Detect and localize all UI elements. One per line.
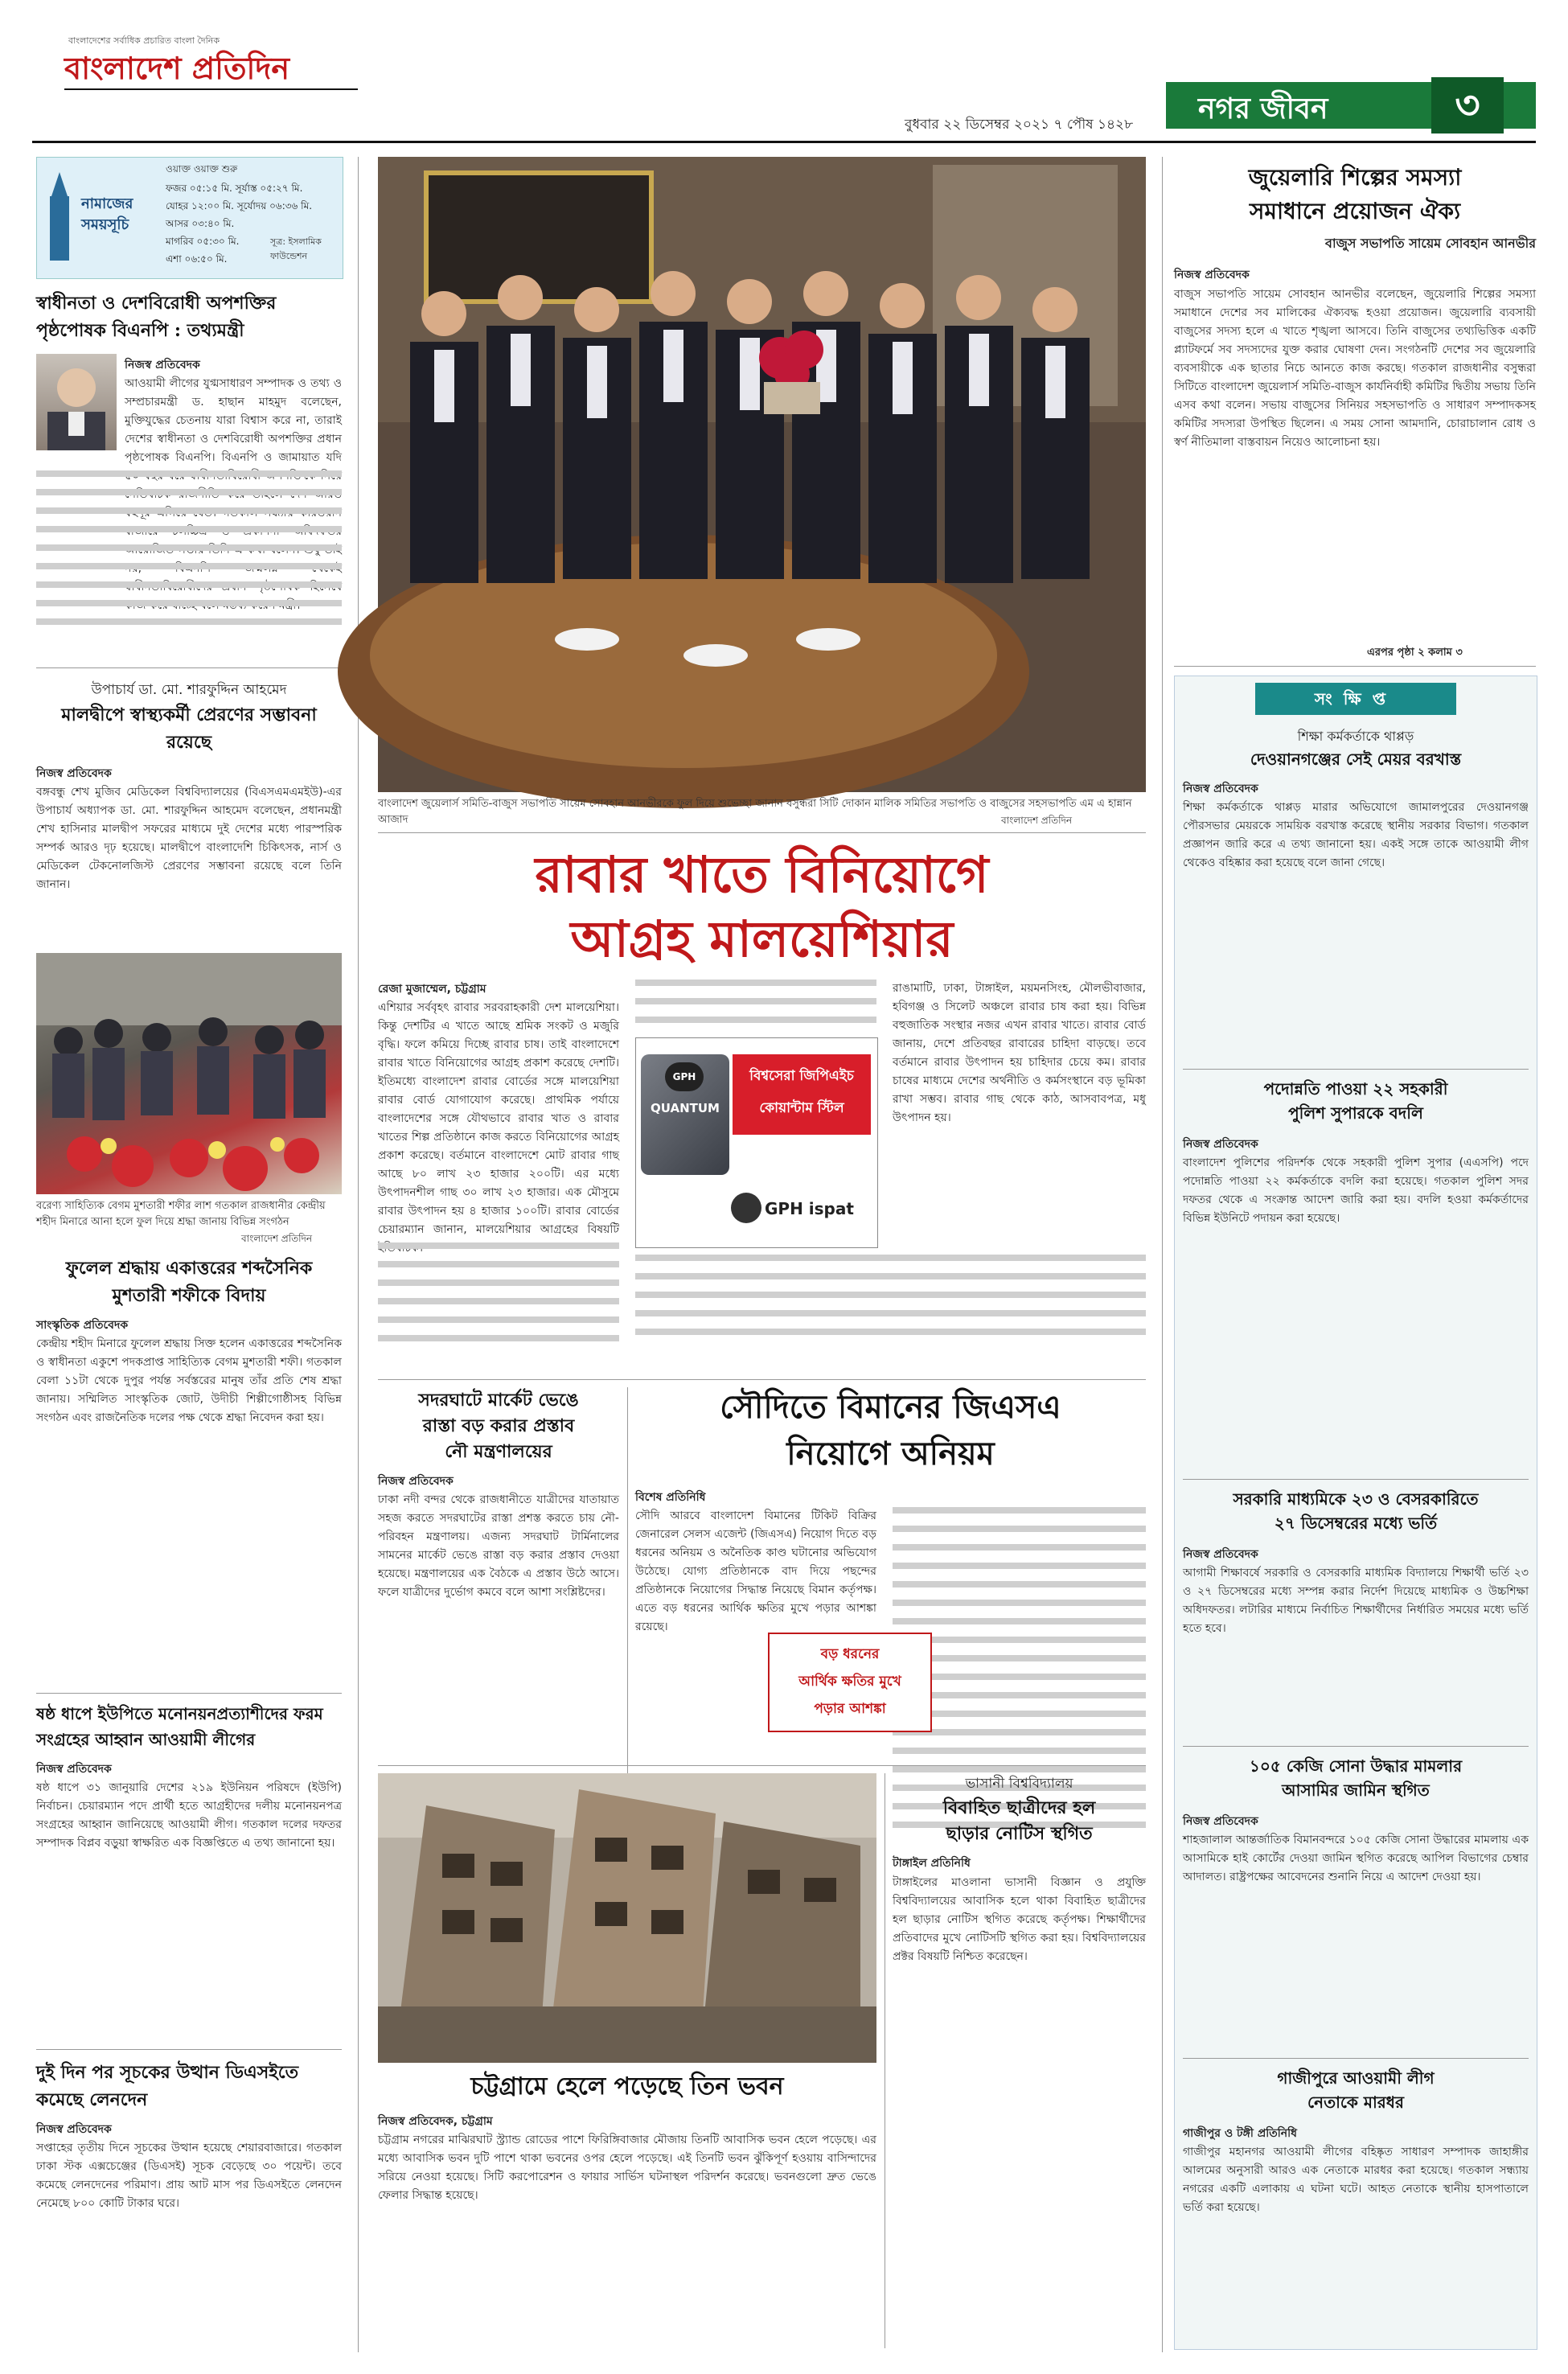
brief-headline-line[interactable]: নেতাকে মারধর [1307, 2093, 1404, 2112]
continuation-note[interactable]: এরপর পৃষ্ঠা ২ কলাম ৩ [1367, 647, 1463, 659]
ad-brand-circle-icon [731, 1193, 761, 1223]
pull-quote-line: পড়ার আশঙ্কা [814, 1701, 886, 1717]
article-body: ষষ্ঠ ধাপে ৩১ জানুয়ারি দেশের ২১৯ ইউনিয়ন পরিষদে (ইউপি) নির্বাচন। চেয়ারম্যান পদে প্রার্থী হতে আগ্রহীদের দলীয় মনোনয়নপত্র সংগ্রহের আহ্বান জানিয়েছে আওয়ামী লীগ। গতকাল দলের দফতর সম্পাদক বিপ্লব বড়ুয়া স্বাক্ষরিত এক বিজ্ঞপ্তিতে এ তথ্য জানানো হয়। [36, 1781, 342, 1850]
brief-body: গাজীপুর মহানগর আওয়ামী লীগের বহিষ্কৃত সাধারণ সম্পাদক জাহাঙ্গীর আলমের অনুসারী আরও এক নেতাকে মারধর করা হয়েছে। গতকাল সন্ধ্যায় নগরের একটি এলাকায় এ ঘটনা ঘটে। আহত নেতাকে স্থানীয় হাসপাতালে ভর্তি করা হয়েছে। [1183, 2146, 1529, 2214]
article-kicker: ভাসানী বিশ্ববিদ্যালয় [965, 1776, 1073, 1792]
logo-text: বাংলাদেশ প্রতিদিন [64, 50, 290, 86]
brief-body: আগামী শিক্ষাবর্ষে সরকারি ও বেসরকারি মাধ্যমিক বিদ্যালয়ে শিক্ষার্থী ভর্তি ২৩ ও ২৭ ডিসেম্বরের মধ্যে সম্পন্ন করার নির্দেশ দিয়েছে মাধ্যমিক ও উচ্চশিক্ষা অধিদফতর। লটারির মাধ্যমে নির্বাচিত শিক্ষার্থীদের নির্ধারিত সময়ের মধ্যে ভর্তি হতে হবে। [1183, 1567, 1529, 1635]
article-kicker: উপাচার্য ডা. মো. শারফুদ্দিন আহমেদ [91, 682, 287, 698]
photo-caption: বরেণ্য সাহিত্যিক বেগম মুশতারী শফীর লাশ গতকাল রাজধানীর কেন্দ্রীয় শহীদ মিনারে আনা হলে ফুল দিয়ে শ্রদ্ধা জানায় বিভিন্ন সংগঠন [36, 1200, 326, 1228]
byline: টাঙ্গাইল প্রতিনিধি [893, 1857, 971, 1870]
meeting-photo [378, 157, 1146, 792]
article-body: এশিয়ার সর্ববৃহৎ রাবার সরবরাহকারী দেশ মালয়েশিয়া। কিন্তু দেশটির এ খাতে আছে শ্রমিক সংকট ও মজুরি বৃদ্ধি। ফলে কমিয়ে দিচ্ছে রাবার চাষ। তাই বাংলাদেশে রাবার খাতে বিনিয়োগের আগ্রহ প্রকাশ করেছে দেশটি। ইতিমধ্যে বাংলাদেশ রাবার বোর্ডের সঙ্গে মালয়েশিয়া রাবার বোর্ড যোগাযোগ করেছে। প্রাথমিক পর্যায়ে বাংলাদেশের সঙ্গে যৌথভাবে রাবার খাত ও রাবার খাতের শিল্প প্রতিষ্ঠানে কাজ করতে বিনিয়োগের আগ্রহ প্রকাশ করেছে। বর্তমানে বাংলাদেশে মোট রাবার গাছ আছে ৮০ লাখ ২৩ হাজার ২০০টি। এর মধ্যে উৎপাদনশীল গাছ ৩০ লাখ ২৩ হাজার। এক মৌসুমে রাবার উৎপাদন হয় ৪ হাজার ১০০টি। রাবার বোর্ডের চেয়ারম্যান জানান, মালয়েশিয়ার আগ্রহের বিষয়টি [378, 1001, 619, 1236]
article-headline[interactable]: ফুলেল শ্রদ্ধায় একাত্তরের শব্দসৈনিক মুশতারী শফীকে বিদায় [65, 1258, 313, 1306]
brief-headline-line[interactable]: সরকারি মাধ্যমিকে ২৩ ও বেসরকারিতে [1233, 1489, 1479, 1509]
byline: নিজস্ব প্রতিবেদক [1183, 782, 1258, 795]
brief-body: বাংলাদেশ পুলিশের পরিদর্শক থেকে সহকারী পুলিশ সুপার (এএসপি) পদে পদোন্নতি পাওয়া ২২ কর্মকর্তাকে বদলি করা হয়েছে। গতকাল পুলিশ সদর দফতর থেকে এ সংক্রান্ত আদেশ জারি করা হয়। বদলি হওয়া কর্মকর্তাদের বিভিন্ন ইউনিটে পদায়ন করা হয়েছে। [1183, 1156, 1529, 1225]
brief-label: সংক্ষিপ্ত [1255, 683, 1456, 715]
page-number: ৩ [1431, 77, 1504, 133]
byline: নিজস্ব প্রতিবেদক [125, 359, 200, 372]
prayer-label: নামাজের সময়সূচি [81, 195, 133, 233]
brief-headline-line[interactable]: ২৭ ডিসেম্বরের মধ্যে ভর্তি [1274, 1514, 1438, 1533]
lead-headline-line-1[interactable]: রাবার খাতে বিনিয়োগে [535, 845, 989, 904]
tagline: বাংলাদেশের সর্বাধিক প্রচারিত বাংলা দৈনিক [68, 35, 220, 46]
article-body-cont [635, 1255, 1146, 1367]
article-body: সপ্তাহের তৃতীয় দিনে সূচকের উত্থান হয়েছে শেয়ারবাজারে। গতকাল ঢাকা স্টক এক্সচেঞ্জের (ডিএসই) সূচক বেড়েছে ৩০ পয়েন্ট। তবে কমেছে লেনদেনের পরিমাণ। প্রায় আট মাস পর ডিএসইতে লেনদেন নেমেছে ৮০০ কোটি টাকার ঘরে। [36, 2142, 342, 2210]
prayer-times-box [36, 157, 343, 279]
article-headline-line[interactable]: সদরঘাটে মার্কেট ভেঙে [418, 1390, 579, 1411]
brief-headline-line[interactable]: পদোন্নতি পাওয়া ২২ সহকারী [1263, 1079, 1448, 1099]
brief-section [1174, 676, 1537, 2350]
byline: সাংস্কৃতিক প্রতিবেদক [36, 1319, 129, 1332]
prayer-time-row: যোহর ১২:০০ মি. সূর্যোদয় ০৬:৩৬ মি. [166, 200, 313, 212]
article-headline-line[interactable]: রাস্তা বড় করার প্রস্তাব [422, 1415, 575, 1436]
article-headline[interactable]: মালদ্বীপে স্বাস্থ্যকর্মী প্রেরণের সম্ভাবনা রয়েছে [61, 704, 317, 753]
mosque-icon [43, 172, 76, 261]
minister-portrait [36, 354, 117, 450]
byline: গাজীপুর ও টঙ্গী প্রতিনিধি [1183, 2127, 1297, 2140]
brief-body: শিক্ষা কর্মকর্তাকে থাপ্পড় মারার অভিযোগে জামালপুরের দেওয়ানগঞ্জ পৌরসভার মেয়রকে সাময়িক বরখাস্ত করেছে স্থানীয় সরকার বিভাগ। গতকাল প্রজ্ঞাপন জারি করে এ তথ্য জানানো হয়। একই সঙ্গে তাকে আওয়ামী লীগ থেকেও বহিষ্কার করা হয়েছে বলে জানা গেছে। [1183, 801, 1529, 869]
ad-line-2: কোয়ান্টাম স্টিল [759, 1100, 844, 1116]
article-headline-line[interactable]: নিয়োগে অনিয়ম [786, 1435, 995, 1472]
ad-brand: GPH ispat [765, 1199, 854, 1218]
article-body: টাঙ্গাইলের মাওলানা ভাসানী বিজ্ঞান ও প্রযুক্তি বিশ্ববিদ্যালয়ের আবাসিক হলে থাকা বিবাহিত ছাত্রীদের হল ছাড়ার নোটিস স্থগিত করেছে কর্তৃপক্ষ। শিক্ষার্থীদের প্রতিবাদের মুখে নোটিসটি স্থগিত করা হয়। বিশ্ববিদ্যালয়ের প্রক্টর বিষয়টি নিশ্চিত করেছেন। [893, 1876, 1146, 1963]
byline: নিজস্ব প্রতিবেদক [1183, 1548, 1258, 1561]
byline: নিজস্ব প্রতিবেদক [36, 1763, 112, 1776]
article-body: ঢাকা নদী বন্দর থেকে রাজধানীতে যাত্রীদের যাতায়াত সহজ করতে সদরঘাটের রাস্তা প্রশস্ত করতে চায় নৌ-পরিবহন মন্ত্রণালয়। এজন্য সদরঘাট টার্মিনালের সামনের মার্কেট ভেঙে রাস্তা বড় করার প্রস্তাব দেওয়া হয়েছে। মন্ত্রণালয়ের এক বৈঠকে এ প্রস্তাব উঠে আসে। ফলে যাত্রীদের দুর্ভোগ কমবে বলে আশা সংশ্লিষ্টদের। [378, 1493, 619, 1599]
steel-advertisement[interactable] [635, 1037, 878, 1248]
lead-headline-line-2[interactable]: আগ্রহ মালয়েশিয়ার [570, 910, 954, 968]
article-headline-line[interactable]: ছাড়ার নোটিস স্থগিত [946, 1823, 1093, 1844]
article-body: সৌদি আরবে বাংলাদেশ বিমানের টিকিট বিক্রির জেনারেল সেলস এজেন্ট (জিএসএ) নিয়োগ দিতে বড় ধরনের অনিয়ম ও অনৈতিক কাণ্ড ঘটানোর অভিযোগ উঠেছে। যোগ্য প্রতিষ্ঠানকে বাদ দিয়ে পছন্দের প্রতিষ্ঠানকে নিয়োগের সিদ্ধান্ত নিয়েছে বিমান কর্তৃপক্ষ। এতে বড় ধরনের আর্থিক ক্ষতির মুখে পড়ার আশঙ্কা রয়েছে। [635, 1509, 876, 1633]
brief-headline[interactable]: দেওয়ানগঞ্জের সেই মেয়র বরখাস্ত [1250, 750, 1462, 769]
article-headline[interactable]: চট্টগ্রামে হেলে পড়েছে তিন ভবন [470, 2072, 784, 2101]
brief-headline-line[interactable]: আসামির জামিন স্থগিত [1282, 1780, 1430, 1800]
byline: নিজস্ব প্রতিবেদক [1183, 1815, 1258, 1828]
pull-quote [768, 1633, 932, 1732]
pull-quote-line: আর্থিক ক্ষতির মুখে [798, 1674, 901, 1690]
section-banner [1166, 82, 1536, 129]
article-headline[interactable]: দুই দিন পর সূচকের উত্থান ডিএসইতে কমেছে লেনদেন [36, 2062, 299, 2110]
brief-headline-line[interactable]: গাজীপুরে আওয়ামী লীগ [1277, 2068, 1435, 2088]
article-headline-line[interactable]: জুয়েলারি শিল্পের সমস্যা [1248, 164, 1462, 191]
brief-headline-line[interactable]: পুলিশ সুপারকে বদলি [1288, 1103, 1423, 1123]
article-headline[interactable]: ষষ্ঠ ধাপে ইউপিতে মনোনয়নপ্রত্যাশীদের ফরম সংগ্রহের আহ্বান আওয়ামী লীগের [36, 1704, 323, 1749]
article-body: বঙ্গবন্ধু শেখ মুজিব মেডিকেল বিশ্ববিদ্যালয়ের (বিএসএমএমইউ)-এর উপাচার্য অধ্যাপক ডা. মো. শারফুদ্দিন আহমেদ বলেছেন, প্রধানমন্ত্রী শেখ হাসিনার মালদ্বীপ সফরের মাধ্যমে দুই দেশের মধ্যে পারস্পরিক সম্পর্ক আরও দৃঢ় হয়েছে। মালদ্বীপে বাংলাদেশি চিকিৎসক, নার্স ও মেডিকেল টেকনোলজিস্ট প্রেরণের সম্ভাবনা রয়েছে বলে তিনি জানান। [36, 786, 342, 891]
prayer-time-row: ফজর ০৫:১৫ মি. সূর্যাস্ত ০৫:২৭ মি. [166, 183, 303, 194]
article-headline-line[interactable]: সমাধানে প্রয়োজন ঐক্য [1249, 198, 1461, 224]
brief-kicker: শিক্ষা কর্মকর্তাকে থাপ্পড় [1297, 729, 1414, 744]
ad-headline-box [733, 1054, 871, 1135]
brief-headline-line[interactable]: ১০৫ কেজি সোনা উদ্ধার মামলার [1249, 1756, 1463, 1776]
article-body: কেন্দ্রীয় শহীদ মিনারে ফুলেল শ্রদ্ধায় সিক্ত হলেন একাত্তরের শব্দসৈনিক ও স্বাধীনতা একুশে পদকপ্রাপ্ত সাহিত্যিক বেগম মুশতারী শফী। গতকাল বেলা ১১টা থেকে দুপুর পর্যন্ত সর্বস্তরের মানুষ তাঁর প্রতি শেষ শ্রদ্ধা জানায়। সম্মিলিত সাংস্কৃতিক জোট, উদীচী শিল্পীগোষ্ঠীসহ বিভিন্ন সংগঠন এবং রাজনৈতিক দলের পক্ষ থেকে শ্রদ্ধা নিবেদন করা হয়। [36, 1337, 342, 1424]
article-body: বাজুস সভাপতি সায়েম সোবহান আনভীর বলেছেন, জুয়েলারি শিল্পের সমস্যা সমাধানে দেশের সব মালিকের ঐক্যবদ্ধ হওয়া প্রয়োজন। জুয়েলারি ব্যবসায়ী বাজুসের সদস্য হলে এ খাতে শৃঙ্খলা আসবে। তিনি বাজুসের তথ্যভিত্তিক একটি প্ল্যাটফর্মে সব সদস্যদের যুক্ত করার ঘোষণা দেন। সংগঠনটি দেশের সব জুয়েলারি ব্যবসায়ীকে এক ছাতার নিচে আনতে কাজ করছে। গতকাল রাজধানীর বসুন্ধরা সিটিতে বাংলাদেশ জুয়েলার্স সমিতি-বাজুস কার্যনির্বাহী কমিটির দ্বিতীয় সভায় তিনি এসব কথা বলেন। সভায় বাজুসের সিনিয়র সহসভাপতি ও সাধারণ সম্পাদকসহ কমিটির সদস্যরা উপস্থিত ছিলেন। এ সময় সোনা আমদানি, চোরাচালান রোধ ও স্বর্ণ নীতিমালা বাস্তবায়ন নিয়েও আলোচনা হয়। [1174, 288, 1536, 449]
photo-credit: বাংলাদেশ প্রতিদিন [241, 1233, 313, 1244]
byline: নিজস্ব প্রতিবেদক [36, 2123, 112, 2136]
byline: বিশেষ প্রতিনিধি [635, 1491, 706, 1504]
article-subhead: বাজুস সভাপতি সায়েম সোবহান আনভীর [1325, 236, 1536, 251]
quantum-logo [641, 1054, 729, 1175]
tilted-buildings-photo [378, 1773, 876, 2063]
photo-credit: বাংলাদেশ প্রতিদিন [1001, 815, 1073, 826]
prayer-time-row: মাগরিব ০৫:৩০ মি. [166, 236, 240, 247]
section-title: নগর জীবন [1198, 92, 1328, 125]
byline: নিজস্ব প্রতিবেদক [1174, 269, 1250, 281]
byline: নিজস্ব প্রতিবেদক, চট্টগ্রাম [378, 2115, 493, 2128]
article-headline-line[interactable]: নৌ মন্ত্রণালয়ের [445, 1441, 552, 1462]
byline: রেজা মুজাম্মেল, চট্টগ্রাম [378, 983, 486, 996]
byline: নিজস্ব প্রতিবেদক [36, 767, 112, 780]
masthead [32, 24, 1536, 145]
article-body-col2 [635, 980, 876, 1036]
article-body: চট্টগ্রাম নগরের মাঝিরঘাট স্ট্র্যান্ড রোডের পাশে ফিরিঙ্গিবাজার মৌজায় তিনটি আবাসিক ভবন হেলে পড়েছে। এর মধ্যে আবাসিক ভবন দুটি পাশে থাকা ভবনের ওপর হেলে পড়েছে। এই তিনটি ভবন ঝুঁকিপূর্ণ হওয়ায় বাসিন্দাদের সরিয়ে নেওয়া হয়েছে। সিটি করপোরেশন ও ফায়ার সার্ভিস ঘটনাস্থল পরিদর্শন করেছে। ভবনগুলো দ্রুত ভেঙে ফেলার সিদ্ধান্ত হয়েছে। [378, 2134, 876, 2202]
gph-icon: GPH [665, 1062, 704, 1091]
byline: নিজস্ব প্রতিবেদক [378, 1475, 454, 1488]
article-headline[interactable]: স্বাধীনতা ও দেশবিরোধী অপশক্তির পৃষ্ঠপোষক বিএনপি : তথ্যমন্ত্রী [36, 293, 277, 341]
pull-quote-line: বড় ধরনের [820, 1646, 880, 1662]
ad-line-1: বিশ্বসেরা জিপিএইচ [749, 1068, 854, 1084]
article-headline-line[interactable]: বিবাহিত ছাত্রীদের হল [942, 1797, 1096, 1818]
article-body: আওয়ামী লীগের যুগ্মসাধারণ সম্পাদক ও তথ্য ও সম্প্রচারমন্ত্রী ড. হাছান মাহমুদ বলেছেন, মুক্তিযুদ্ধের চেতনায় যারা বিশ্বাস করে না, তারাই দেশের স্বাধীনতা ও দেশবিরোধী অপশক্তির প্রধান পৃষ্ঠপোষক বিএনপি। বিএনপি ও জামায়াত যদি [125, 377, 342, 464]
prayer-time-row: এশা ০৬:৫০ মি. [166, 253, 228, 265]
brief-body: শাহজালাল আন্তর্জাতিক বিমানবন্দরে ১০৫ কেজি সোনা উদ্ধারের মামলায় এক আসামিকে হাই কোর্টের দেওয়া জামিন স্থগিত করেছে আপিল বিভাগের চেম্বার আদালত। রাষ্ট্রপক্ষের আবেদনের শুনানি নিয়ে এ আদেশ দেওয়া হয়। [1183, 1834, 1529, 1883]
photo-caption: বাংলাদেশ জুয়েলার্স সমিতি-বাজুস সভাপতি সায়েম সোবহান আনভীরকে ফুল দিয়ে শুভেচ্ছা জানান বসুন্ধরা সিটি দোকান মালিক সমিতির সভাপতি ও বাজুসের সহসভাপতি এম এ হান্নান আজাদ [378, 798, 1132, 826]
tribute-photo [36, 953, 342, 1194]
article-headline-line[interactable]: সৌদিতে বিমানের জিএসএ [720, 1388, 1061, 1426]
byline: নিজস্ব প্রতিবেদক [1183, 1138, 1258, 1151]
prayer-source: সূত্র: ইসলামিক ফাউন্ডেশন [270, 236, 322, 261]
ad-logo-word: QUANTUM [651, 1101, 720, 1115]
prayer-header: ওয়াক্ত ওয়াক্ত শুরু [166, 163, 238, 175]
article-body-cont [378, 1242, 619, 1363]
prayer-time-row: আসর ০৩:৪০ মি. [166, 218, 235, 229]
article-body-cont [36, 470, 342, 655]
newspaper-logo[interactable] [40, 32, 346, 129]
issue-date: বুধবার ২২ ডিসেম্বর ২০২১ ৭ পৌষ ১৪২৮ [905, 117, 1134, 133]
article-body-right: রাঙামাটি, ঢাকা, টাঙ্গাইল, ময়মনসিংহ, মৌলভীবাজার, হবিগঞ্জ ও সিলেট অঞ্চলে রাবার চাষ করা হয়। বিভিন্ন বহুজাতিক সংস্থার নজর এখন রাবার খাতে। রাবার বোর্ড জানায়, দেশে প্রতিবছর রাবারের চাহিদা বাড়ছে। তবে বর্তমানে রাবার উৎপাদন হয় চাহিদার চেয়ে কম। রাবার চাষের মাধ্যমে দেশের অর্থনীতি ও কর্মসংস্থানে বড় ভূমিকা রাখা সম্ভব। রাবার গাছ থেকে কাঠ, আসবাবপত্র, মধু উৎপাদন হয়। [893, 982, 1146, 1124]
